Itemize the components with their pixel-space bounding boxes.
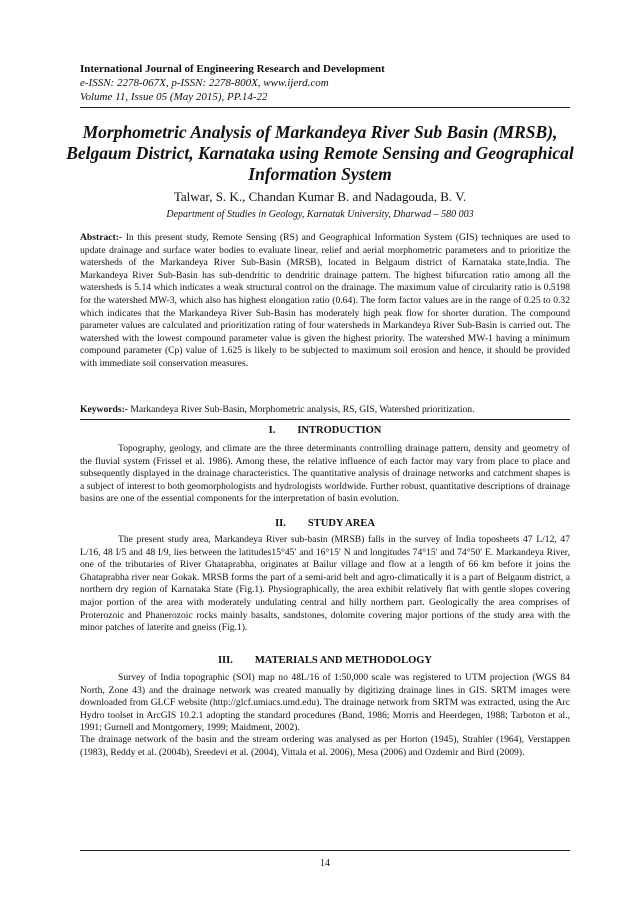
section-number: III. (217, 655, 233, 666)
section-heading-introduction (80, 425, 570, 436)
keywords-rule (80, 419, 570, 420)
section-title: INTRODUCTION (297, 425, 382, 436)
keywords-label: Keywords:- (80, 404, 128, 415)
section-heading-study-area (80, 518, 570, 529)
introduction-paragraph: Topography, geology, and climate are the three determinants controlling drainage pattern, density and geometry of the fluvial system (Frissel et al. 1986). Among these, the relative influence of each factor may vary from place to place and subsequently displayed in the drainage characteristics. The quantitative analysis of drainage networks and catchment shapes is a subject of interest to both geomorphologists and hydrologists worldwide. Further robust, quantitative descriptions of drainage basins are one of the essential components for the interpretation of basin evolution. (80, 443, 570, 505)
section-title: MATERIALS AND METHODOLOGY (254, 655, 433, 666)
section-heading-methodology (80, 655, 570, 666)
study-area-paragraph: The present study area, Markandeya River sub-basin (MRSB) falls in the survey of India toposheets 47 L/12, 47 L/16, 48 I/5 and 48 I/9, lies between the latitudes15°45′ and 16°15′ N and longitudes 74°15′ and 74°50′ E. Markandeya River, one of the tributaries of River Ghataprabha, originates at Bailur village and flow at a length of 66 km before it joins the Ghataprabha river near Gokak. MRSB forms the part of a semi-arid belt and agro-climatically it is a part of Belgaum district, a northern dry region of Karnataka State (Fig.1). Physiographically, the area exhibit relatively flat with gentle slopes covering major portion of the area with moderately undulating central and hilly northern part. Geologically the area comprises of Proterozoic and Phanerozoic rocks mainly basalts, sandstones, dolomite covering major portions of the study area with the minor patches of laterite and gneiss (Fig.1). (80, 534, 570, 634)
paper-authors: Talwar, S. K., Chandan Kumar B. and Nadagouda, B. V. (173, 189, 467, 204)
section-title: STUDY AREA (307, 518, 375, 529)
abstract-label: Abstract:- (80, 232, 123, 243)
author-affiliation: Department of Studies in Geology, Karnatak University, Dharwad – 580 003 (166, 209, 474, 220)
paper-title: Morphometric Analysis of Markandeya River Sub Basin (MRSB), Belgaum District, Karnataka using Remote Sensing and Geographical Information System (66, 122, 574, 184)
section-number: II. (275, 518, 286, 529)
keywords (80, 404, 570, 417)
section-number: I. (268, 425, 276, 436)
journal-volume: Volume 11, Issue 05 (May 2015), PP.14-22 (80, 91, 268, 103)
journal-header (80, 62, 570, 104)
journal-issn: e-ISSN: 2278-067X, p-ISSN: 2278-800X, www.ijerd.com (80, 77, 329, 89)
keywords-text: Markandeya River Sub-Basin, Morphometric analysis, RS, GIS, Watershed prioritization. (130, 404, 475, 415)
header-rule (80, 107, 570, 108)
footer-rule (80, 850, 570, 851)
methodology-paragraph-1: Survey of India topographic (SOI) map no 48L/16 of 1:50,000 scale was registered to UTM projection (WGS 84 North, Zone 43) and the drainage network was created manually by digitizing drainage lines in GIS. SRTM images were downloaded from GLCF website (http://glcf.umiacs.umd.edu). The drainage network from SRTM was extracted, using the Arc Hydro toolset in ArcGIS 10.2.1 adopting the standard procedures (Band, 1986; Morris and Heerdegen, 1988; Tarboton et al., 1991; Gurnell and Montgomery, 1999; Maidment, 2002). (80, 672, 570, 734)
methodology-paragraph-2: The drainage network of the basin and the stream ordering was analysed as per Horton (1945), Strahler (1964), Verstappen (1983), Reddy et al. (2004b), Sreedevi et al. (2004), Vittala et al. 2006), Mesa (2006) and Ozdemir and Bird (2009). (80, 734, 570, 758)
page-number: 14 (320, 858, 330, 869)
journal-name: International Journal of Engineering Research and Development (80, 63, 385, 75)
abstract (80, 232, 570, 371)
abstract-text: In this present study, Remote Sensing (RS) and Geographical Information System (GIS) techniques are used to update drainage and surface water bodies to evaluate linear, relief and aerial morphometric parameters and to prioritize the watersheds of the Markandeya River Sub-Basin (MRSB), located in Belgaum district of Karnataka state,India. The Markandeya River Sub-Basin has sub-dendritic to dendritic drainage pattern. The highest bifurcation ratio among all the watersheds is 5.14 which indicates a weak structural control on the drainage. The maximum value of circularity ratio is 0.5198 for the watershed MW-3, which also has highest elongation ratio (0.64). The form factor values are in the range of 0.25 to 0.32 which indicates that the Markandeya River Sub-Basin has moderately high peak flow for shorter duration. The compound parameter values are calculated and prioritization rating of four watersheds in Markandeya River Sub-Basin is carried out. The watershed with the lowest compound parameter value is given the highest priority. The watershed MW-1 having a minimum compound parameter (Cp) value of 1.625 is likely to be subjected to maximum soil erosion and hence, it should be provided with immediate soil conservation measures. (80, 232, 570, 369)
